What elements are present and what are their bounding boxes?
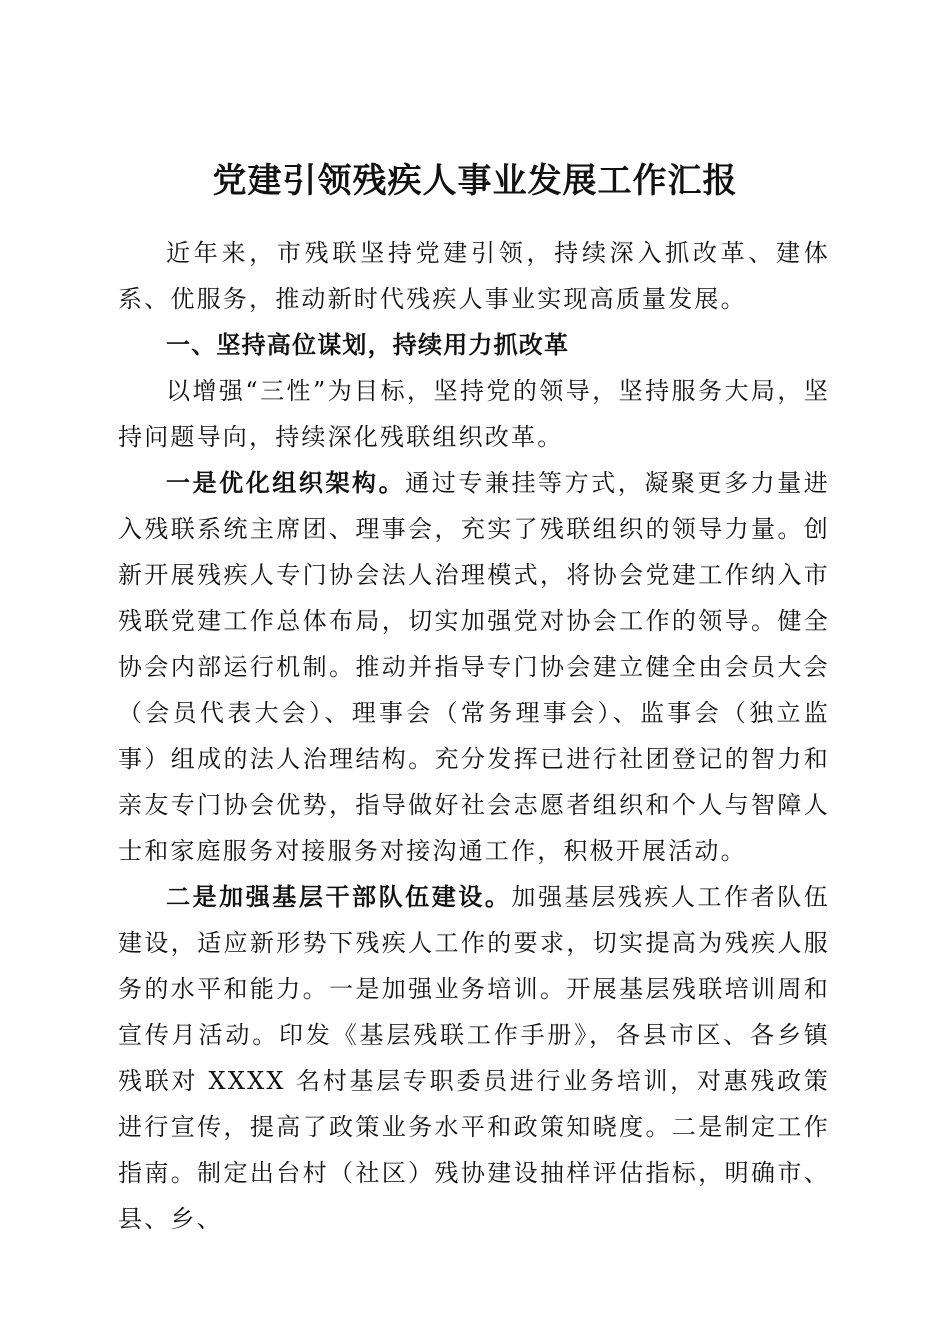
item-paragraph-2	[118, 874, 830, 1242]
item-lead-2: 二是加强基层干部队伍建设。	[166, 882, 512, 911]
document-body	[118, 230, 830, 1242]
item-text-1: 通过专兼挂等方式，凝聚更多力量进入残联系统主席团、理事会，充实了残联组织的领导力量。创新开展残疾人专门协会法人治理模式，将协会党建工作纳入市残联党建工作总体布局，切实加强党对协会工作的领导。健全协会内部运行机制。推动并指导专门协会建立健全由会员大会（会员代表大会）、理事会（常务理事会）、监事会（独立监事）组成的法人治理结构。充分发挥已进行社团登记的智力和亲友专门协会优势，指导做好社会志愿者组织和个人与智障人士和家庭服务对接服务对接沟通工作，积极开展活动。	[118, 469, 830, 865]
section-intro-paragraph: 以增强“三性”为目标，坚持党的领导，坚持服务大局，坚持问题导向，持续深化残联组织改革。	[118, 377, 830, 451]
item-lead-1: 一是优化组织架构。	[166, 468, 406, 497]
section-heading: 一、坚持高位谋划，持续用力抓改革	[166, 331, 570, 359]
item-text-2: 加强基层残疾人工作者队伍建设，适应新形势下残疾人工作的要求，切实提高为残疾人服务的水平和能力。一是加强业务培训。开展基层残联培训周和宣传月活动。印发《基层残联工作手册》，各县市区、各乡镇残联对 XXXX 名村基层专职委员进行业务培训，对惠残政策进行宣传，提高了政策业务水平和政策知晓度。二是制定工作指南。制定出台村（社区）残协建设抽样评估指标，明确市、县、乡、	[118, 883, 830, 1233]
document-title: 党建引领残疾人事业发展工作汇报	[212, 160, 738, 201]
item-paragraph-1	[118, 460, 830, 874]
intro-paragraph: 近年来，市残联坚持党建引领，持续深入抓改革、建体系、优服务，推动新时代残疾人事业实现高质量发展。	[118, 239, 830, 313]
